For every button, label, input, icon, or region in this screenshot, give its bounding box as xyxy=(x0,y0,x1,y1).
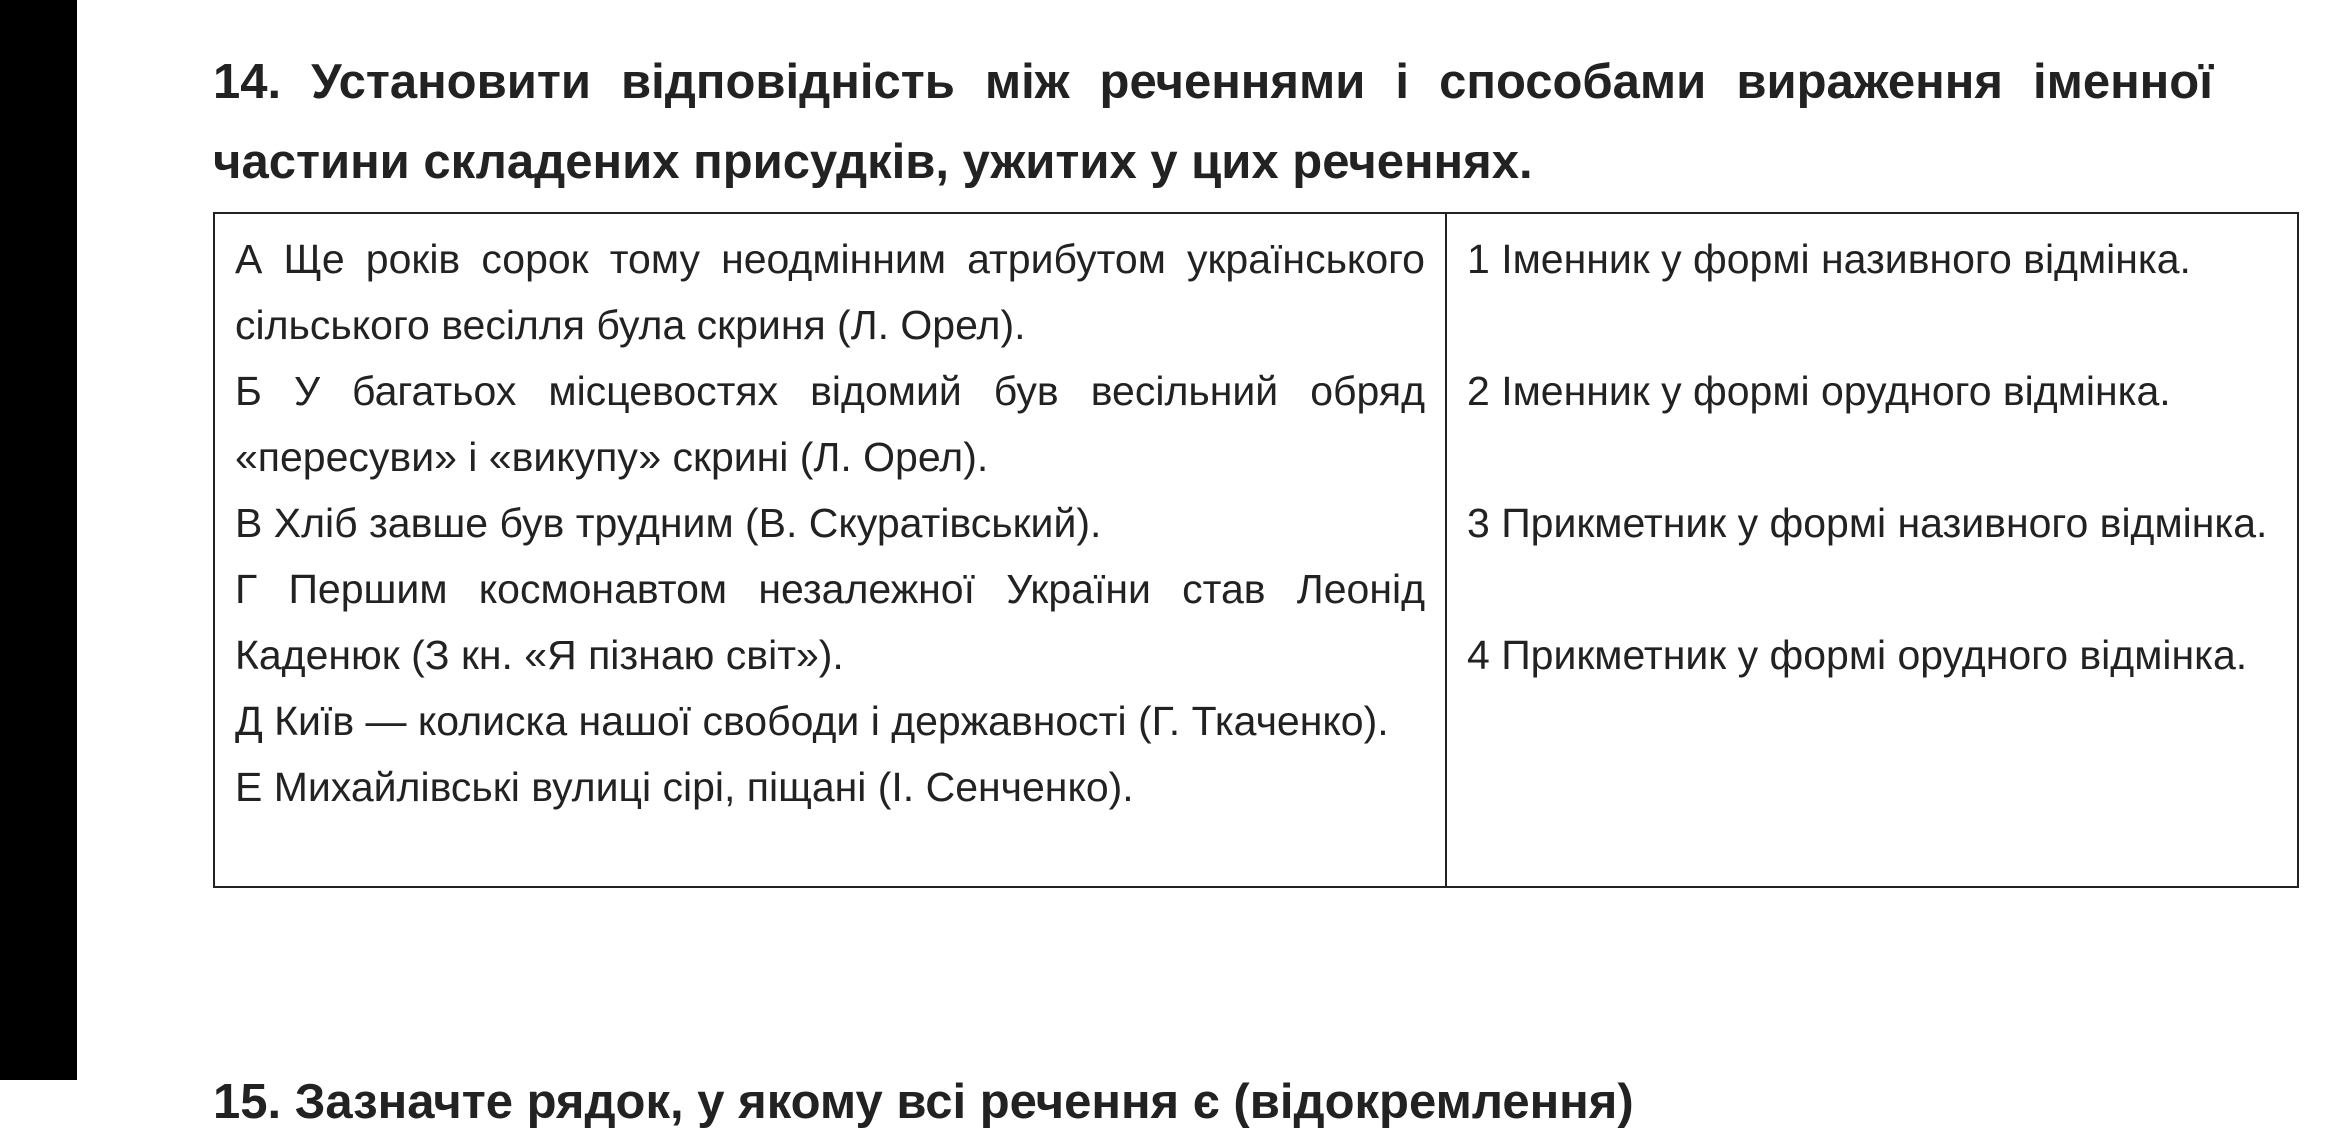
sentence-a: А Ще років сорок тому неодмінним атрибутом українського сільського весілля була скриня (Л. Орел). xyxy=(235,236,1425,348)
option-4: 4 Прикметник у формі орудного відмінка. xyxy=(1467,632,2248,678)
option-1: 1 Іменник у формі називного відмінка. xyxy=(1467,236,2191,282)
left-black-bar xyxy=(0,0,77,1080)
question-block xyxy=(213,42,2268,888)
option-3: 3 Прикметник у формі називного відмінка. xyxy=(1467,500,2268,546)
option-2: 2 Іменник у формі орудного відмінка. xyxy=(1467,368,2171,414)
table-row xyxy=(214,213,2298,887)
options-column xyxy=(1446,213,2298,887)
sentence-d: Д Київ — колиска нашої свободи і державності (Г. Ткаченко). xyxy=(235,698,1389,744)
sentence-b: Б У багатьох місцевостях відомий був весільний обряд «пересуви» і «викупу» скрині (Л. Орел). xyxy=(235,368,1425,480)
sentence-v: В Хліб завше був трудним (В. Скуратівський). xyxy=(235,500,1102,546)
matching-table xyxy=(213,212,2299,888)
sentences-column xyxy=(214,213,1446,887)
sentence-e: Е Михайлівські вулиці сірі, піщані (І. Сенченко). xyxy=(235,764,1134,810)
sentence-h: Г Першим космонавтом незалежної України став Леонід Каденюк (З кн. «Я пізнаю світ»). xyxy=(235,566,1425,678)
next-question-title: 15. Зазначте рядок, у якому всі речення є (відокремлення) xyxy=(213,1075,1634,1129)
question-title: 14. Установити відповідність між реченнями і способами вираження іменної частини складених присудків, ужитих у цих реченнях. xyxy=(213,55,2213,189)
